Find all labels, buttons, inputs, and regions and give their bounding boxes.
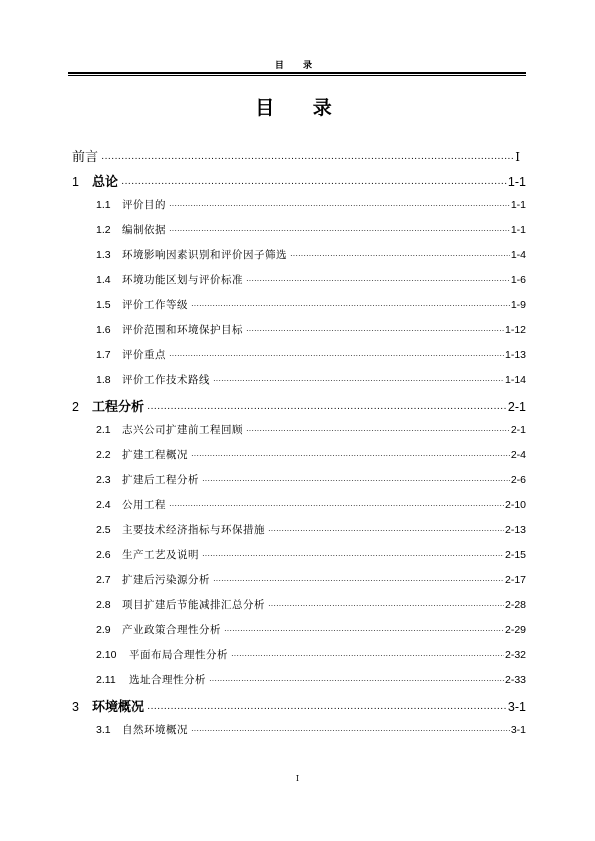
toc-entry-title: 评价工作等级 [122, 299, 188, 311]
toc-entry-title: 环境功能区划与评价标准 [122, 274, 243, 286]
toc-entry-title: 扩建后污染源分析 [122, 574, 210, 586]
toc-entry-number: 2.3 [96, 474, 111, 486]
toc-leader-dots [101, 153, 514, 164]
toc-entry-number: 1.4 [96, 274, 111, 286]
toc-leader-dots [202, 476, 510, 485]
toc-entry-number: 2.9 [96, 624, 111, 636]
toc-leader-dots [209, 676, 504, 685]
toc-entry-page: I [515, 150, 520, 164]
toc-entry-title: 自然环境概况 [122, 724, 188, 736]
toc-entry-page: 1-12 [504, 324, 526, 336]
toc-entry-number: 1.7 [96, 349, 111, 361]
toc-leader-dots [147, 703, 507, 714]
toc-entry-title: 公用工程 [122, 499, 166, 511]
toc-entry-section[interactable] [96, 222, 526, 237]
toc-leader-dots [213, 376, 504, 385]
toc-leader-dots [268, 601, 504, 610]
toc-entry-title: 前言 [72, 150, 99, 165]
toc-entry-title: 主要技术经济指标与环保措施 [122, 524, 265, 536]
toc-entry-chapter[interactable] [72, 696, 526, 715]
toc-leader-dots [147, 403, 507, 414]
toc-entry-page: 1-9 [510, 299, 526, 311]
toc-entry-title: 扩建后工程分析 [122, 474, 199, 486]
toc-leader-dots [224, 626, 504, 635]
toc-entry-number: 2.5 [96, 524, 111, 536]
toc-entry-page: 2-15 [504, 549, 526, 561]
toc-entry-section[interactable] [96, 472, 526, 487]
toc-entry-section[interactable] [96, 347, 526, 362]
toc-entry-page: 2-33 [504, 674, 526, 686]
toc-entry-chapter[interactable] [72, 396, 526, 415]
toc-entry-page: 2-10 [504, 499, 526, 511]
toc-entry-page: 1-14 [504, 374, 526, 386]
toc-entry-page: 2-32 [504, 649, 526, 661]
toc-leader-dots [169, 226, 510, 235]
toc-leader-dots [246, 426, 510, 435]
toc-entry-section[interactable] [96, 622, 526, 637]
toc-entry-page: 2-1 [507, 400, 526, 414]
toc-entry-page: 1-1 [510, 199, 526, 211]
toc-entry-page: 2-4 [510, 449, 526, 461]
toc-entry-number: 2.7 [96, 574, 111, 586]
toc-entry-page: 2-13 [504, 524, 526, 536]
toc-entry-page: 3-1 [507, 700, 526, 714]
toc-entry-number: 3.1 [96, 724, 111, 736]
toc-entry-section[interactable] [96, 647, 526, 662]
toc-entry-section[interactable] [96, 372, 526, 387]
toc-entry-title: 工程分析 [92, 400, 145, 415]
toc-entry-title: 评价目的 [122, 199, 166, 211]
toc-leader-dots [290, 251, 510, 260]
toc-entry-number: 1.8 [96, 374, 111, 386]
toc-entry-page: 1-1 [507, 175, 526, 189]
toc-entry-preface[interactable] [72, 146, 520, 165]
toc-entry-section[interactable] [96, 272, 526, 287]
toc-entry-section[interactable] [96, 322, 526, 337]
toc-leader-dots [191, 301, 510, 310]
toc-entry-section[interactable] [96, 247, 526, 262]
toc-entry-title: 环境影响因素识别和评价因子筛选 [122, 249, 287, 261]
toc-entry-page: 2-17 [504, 574, 526, 586]
toc-entry-number: 1.5 [96, 299, 111, 311]
toc-entry-page: 2-6 [510, 474, 526, 486]
toc-entry-title: 评价重点 [122, 349, 166, 361]
toc-entry-title: 评价范围和环境保护目标 [122, 324, 243, 336]
toc-entry-page: 1-4 [510, 249, 526, 261]
toc-entry-page: 1-13 [504, 349, 526, 361]
toc-entry-section[interactable] [96, 722, 526, 737]
header-rule-thin [68, 75, 526, 76]
toc-leader-dots [246, 276, 510, 285]
toc-entry-title: 编制依据 [122, 224, 166, 236]
toc-entry-title: 扩建工程概况 [122, 449, 188, 461]
toc-entry-page: 2-1 [510, 424, 526, 436]
toc-entry-page: 1-6 [510, 274, 526, 286]
toc-entry-number: 2.1 [96, 424, 111, 436]
toc-entry-number: 2.4 [96, 499, 111, 511]
header-rule-thick [68, 72, 526, 74]
toc-leader-dots [202, 551, 504, 560]
toc-leader-dots [213, 576, 504, 585]
toc-entry-number: 1.1 [96, 199, 111, 211]
toc-entry-page: 2-28 [504, 599, 526, 611]
toc-entry-section[interactable] [96, 572, 526, 587]
toc-entry-number: 2.8 [96, 599, 111, 611]
toc-entry-number: 3 [72, 700, 79, 714]
toc-leader-dots [191, 726, 510, 735]
toc-entry-page: 1-1 [510, 224, 526, 236]
toc-entry-number: 2.11 [96, 674, 116, 686]
toc-leader-dots [121, 178, 507, 189]
toc-leader-dots [169, 501, 504, 510]
toc-entry-number: 2.6 [96, 549, 111, 561]
toc-entry-number: 2.2 [96, 449, 111, 461]
toc-entry-chapter[interactable] [72, 171, 526, 190]
toc-leader-dots [231, 651, 504, 660]
toc-entry-section[interactable] [96, 497, 526, 512]
toc-entry-page: 3-1 [510, 724, 526, 736]
toc-entry-number: 1.3 [96, 249, 111, 261]
toc-entry-title: 总论 [92, 175, 119, 190]
toc-entry-number: 1.6 [96, 324, 111, 336]
toc-entry-section[interactable] [96, 197, 526, 212]
toc-leader-dots [191, 451, 510, 460]
toc-entry-number: 1.2 [96, 224, 111, 236]
toc-entry-section[interactable] [96, 597, 526, 612]
toc-entry-title: 项目扩建后节能减排汇总分析 [122, 599, 265, 611]
toc-entry-title: 产业政策合理性分析 [122, 624, 221, 636]
toc-leader-dots [268, 526, 504, 535]
toc-entry-title: 选址合理性分析 [129, 674, 206, 686]
page-title: 目 录 [255, 97, 348, 119]
toc-entry-section[interactable] [96, 297, 526, 312]
page-number: I [295, 774, 300, 783]
toc-entry-page: 2-29 [504, 624, 526, 636]
toc-entry-section[interactable] [96, 522, 526, 537]
toc-leader-dots [246, 326, 504, 335]
toc-entry-title: 环境概况 [92, 700, 145, 715]
toc-entry-section[interactable] [96, 422, 526, 437]
toc-entry-title: 平面布局合理性分析 [129, 649, 228, 661]
toc-entry-title: 生产工艺及说明 [122, 549, 199, 561]
toc-entry-title: 评价工作技术路线 [122, 374, 210, 386]
toc-entry-number: 1 [72, 175, 79, 189]
toc-entry-section[interactable] [96, 547, 526, 562]
toc-entry-section[interactable] [96, 447, 526, 462]
running-header: 目 录 [274, 61, 321, 71]
toc-leader-dots [169, 351, 504, 360]
toc-entry-number: 2.10 [96, 649, 117, 661]
toc-entry-number: 2 [72, 400, 79, 414]
toc-leader-dots [169, 201, 510, 210]
toc-entry-title: 志兴公司扩建前工程回顾 [122, 424, 243, 436]
toc-entry-section[interactable] [96, 672, 526, 687]
